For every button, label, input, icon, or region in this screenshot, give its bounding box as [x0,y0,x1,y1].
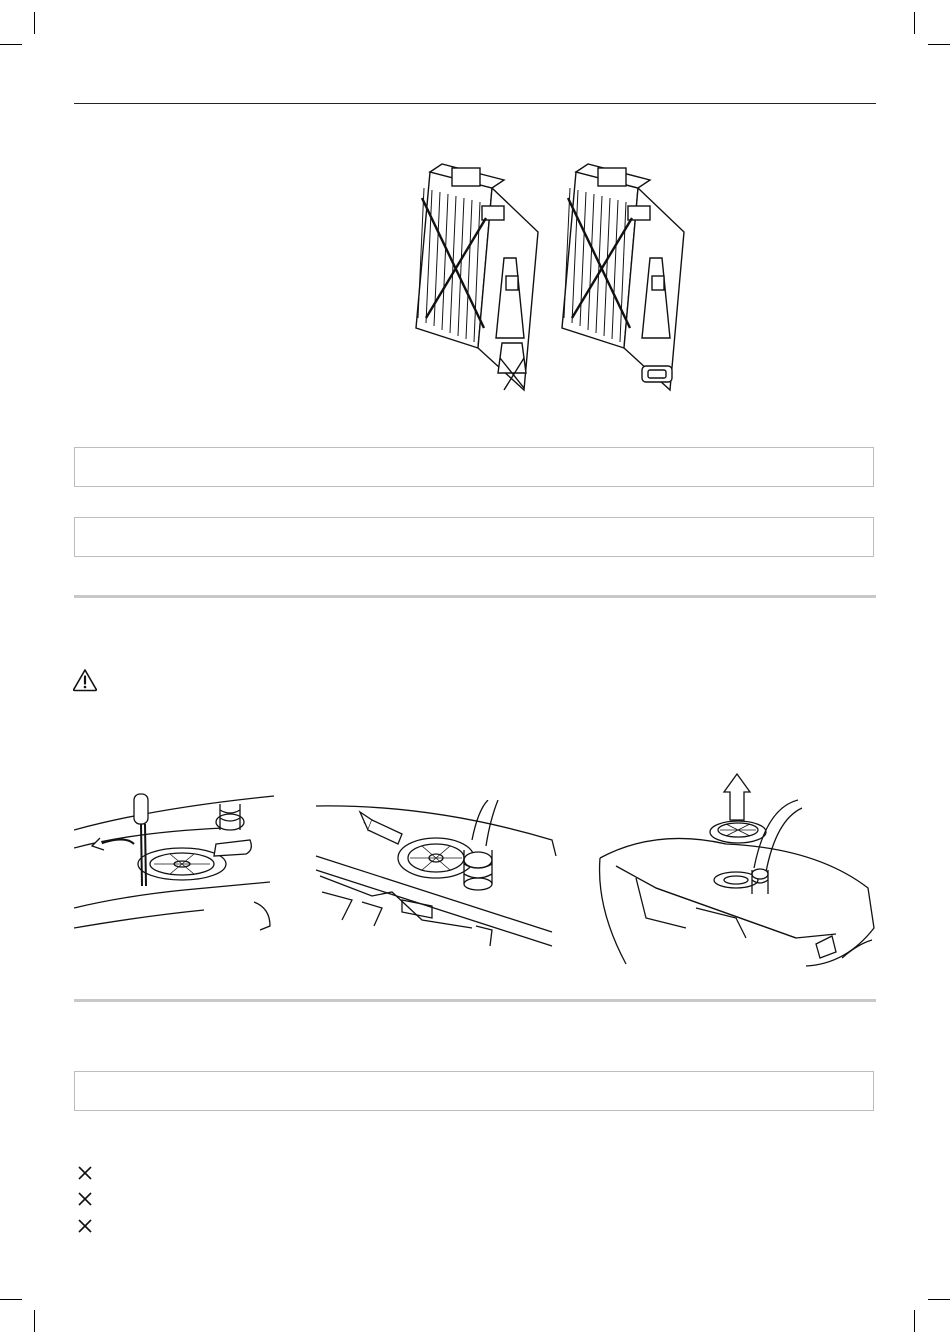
crop-mark [914,1310,915,1332]
crop-mark [928,44,950,45]
x-mark-icon [78,1166,92,1180]
section-divider [74,595,876,598]
x-mark-icon [78,1219,92,1233]
x-mark-icon [78,1192,92,1206]
filter-cartridge-left [416,164,538,390]
warning-triangle-icon [72,668,98,692]
note-box [74,447,874,487]
crop-mark [34,12,35,34]
filter-cartridges-illustration [412,158,692,410]
step-illustration-lift-cap [596,768,878,968]
crop-mark [34,1310,35,1332]
note-box [74,517,874,557]
note-box [74,1071,874,1111]
filter-cartridge-right [562,164,684,390]
header-rule [74,103,876,104]
step-illustration-slide-cap [312,800,558,950]
crop-mark [0,1299,22,1300]
section-divider [74,999,876,1002]
step-illustration-screwdriver [74,790,276,936]
crop-mark [928,1299,950,1300]
crop-mark [914,12,915,34]
crop-mark [0,44,22,45]
